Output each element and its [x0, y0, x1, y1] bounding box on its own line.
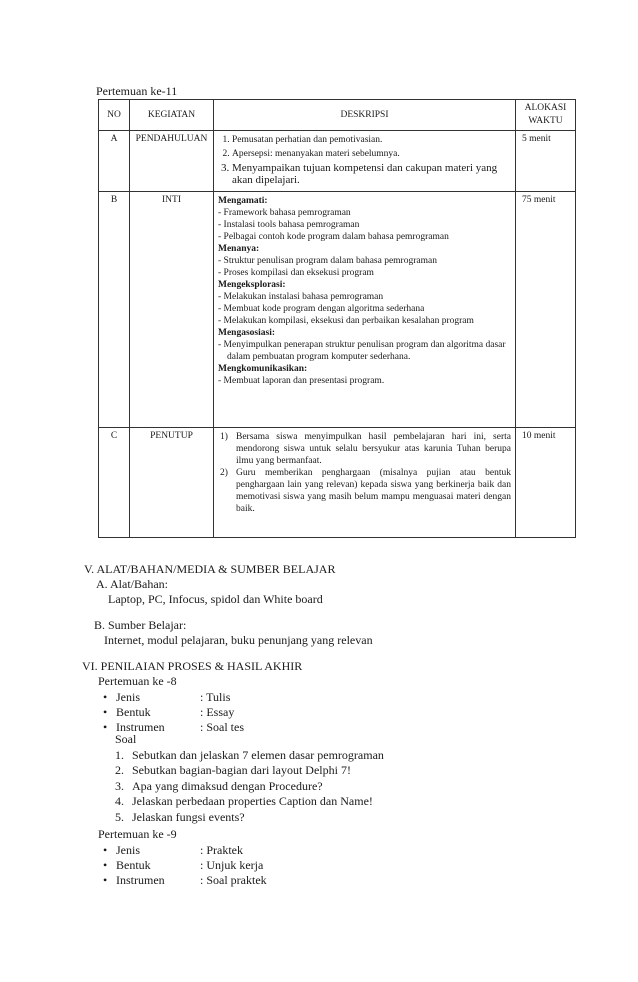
meeting-11-title: Pertemuan ke-11 — [96, 84, 178, 98]
list-item: • Jenis : Tulis — [103, 690, 231, 704]
exploring-heading: Mengeksplorasi: — [218, 280, 286, 290]
row-c-description — [214, 428, 516, 538]
header-allocation: ALOKASI WAKTU — [516, 100, 576, 131]
section-6-title: VI. PENILAIAN PROSES & HASIL AKHIR — [82, 659, 303, 673]
row-c-activity: PENUTUP — [130, 428, 214, 538]
list-item: • Instrumen : Soal tes — [103, 720, 244, 734]
bullet-icon: • — [103, 843, 108, 857]
list-item: - Melakukan kompilasi, eksekusi dan perbaikan kesalahan program — [218, 316, 474, 326]
list-item: - Membuat kode program dengan algoritma sederhana — [218, 304, 425, 314]
table-row — [99, 131, 576, 192]
list-item: - Framework bahasa pemrograman — [218, 208, 351, 218]
bullet-icon: • — [103, 705, 108, 719]
list-item: - Membuat laporan dan presentasi program. — [218, 376, 385, 386]
list-item: 3. Menyampaikan tujuan kompetensi dan cakupan materi yang akan dipelajari. — [232, 162, 511, 186]
list-item: 1. Sebutkan dan jelaskan 7 elemen dasar pemrograman — [115, 747, 384, 762]
observing-heading: Mengamati: — [218, 196, 268, 206]
meeting-8-title: Pertemuan ke -8 — [98, 674, 177, 688]
table-row — [99, 192, 576, 428]
bullet-icon: • — [103, 873, 108, 887]
row-b-activity: INTI — [130, 192, 214, 428]
section-5-title: V. ALAT/BAHAN/MEDIA & SUMBER BELAJAR — [84, 562, 336, 576]
list-item: 4. Jelaskan perbedaan properties Caption dan Name! — [115, 794, 373, 808]
row-c-no: C — [99, 428, 130, 538]
list-item: - Struktur penulisan program dalam bahasa pemrograman — [218, 256, 437, 266]
tools-title: A. Alat/Bahan: — [96, 577, 168, 591]
list-item: 3. Apa yang dimaksud dengan Procedure? — [115, 778, 323, 793]
list-item: - Proses kompilasi dan eksekusi program — [218, 268, 374, 278]
meeting-9-fields — [103, 843, 267, 888]
bullet-icon: • — [103, 690, 108, 704]
list-item: 5. Jelaskan fungsi events? — [115, 809, 245, 824]
sources-text: Internet, modul pelajaran, buku penunjang yang relevan — [104, 633, 373, 647]
list-item: - Pelbagai contoh kode program dalam bahasa pemrograman — [218, 232, 449, 242]
row-c-time: 10 menit — [516, 428, 576, 538]
list-item: • Jenis : Praktek — [103, 843, 243, 857]
list-item: • Bentuk : Essay — [103, 705, 235, 719]
communicating-heading: Mengkomunikasikan: — [218, 364, 308, 374]
list-item: 1. Pemusatan perhatian dan pemotivasian. — [232, 134, 511, 146]
table-row — [99, 428, 576, 538]
row-b-description — [214, 192, 516, 428]
list-item: - Menyimpulkan penerapan struktur penulisan program dan algoritma dasar dalam pembuatan program komputer sederhana. — [218, 340, 506, 362]
row-a-time: 5 menit — [516, 131, 576, 192]
header-activity: KEGIATAN — [130, 100, 214, 131]
list-item: 2) Guru memberikan penghargaan (misalnya pujian atau bentuk penghargaan lain yang relevan) kepada siswa yang berkinerja baik dan memotivasi siswa yang masih belum mampu menguasai materi dengan baik. — [220, 468, 511, 514]
list-item: 2. Sebutkan bagian-bagian dari layout Delphi 7! — [115, 763, 351, 777]
list-item: 1) Bersama siswa menyimpulkan hasil pembelajaran hari ini, serta mendorong siswa untuk selalu bersyukur atas karunia Tuhan berupa ilmu yang bermanfaat. — [220, 432, 511, 466]
list-item: - Instalasi tools bahasa pemrograman — [218, 220, 360, 230]
list-item: • Bentuk : Unjuk kerja — [103, 858, 264, 872]
row-b-no: B — [99, 192, 130, 428]
associating-heading: Mengasosiasi: — [218, 328, 275, 338]
row-a-activity: PENDAHULUAN — [130, 131, 214, 192]
list-item: - Melakukan instalasi bahasa pemrograman — [218, 292, 384, 302]
header-no: NO — [99, 100, 130, 131]
lesson-activity-table — [98, 99, 576, 538]
row-a-no: A — [99, 131, 130, 192]
list-item: 2. Apersepsi: menanyakan materi sebelumnya. — [232, 148, 511, 160]
meeting-9-title: Pertemuan ke -9 — [98, 827, 177, 841]
bullet-icon: • — [103, 858, 108, 872]
questions-title: Soal — [115, 732, 137, 746]
bullet-icon: • — [103, 720, 108, 734]
table-header-row — [99, 100, 576, 131]
list-item: • Instrumen : Soal praktek — [103, 873, 267, 887]
header-description: DESKRIPSI — [214, 100, 516, 131]
row-b-time: 75 menit — [516, 192, 576, 428]
question-list — [115, 732, 384, 825]
row-a-description — [214, 131, 516, 192]
asking-heading: Menanya: — [218, 244, 260, 254]
sources-title: B. Sumber Belajar: — [94, 618, 187, 632]
meeting-8-fields — [103, 690, 244, 735]
tools-text: Laptop, PC, Infocus, spidol dan White board — [108, 592, 323, 606]
